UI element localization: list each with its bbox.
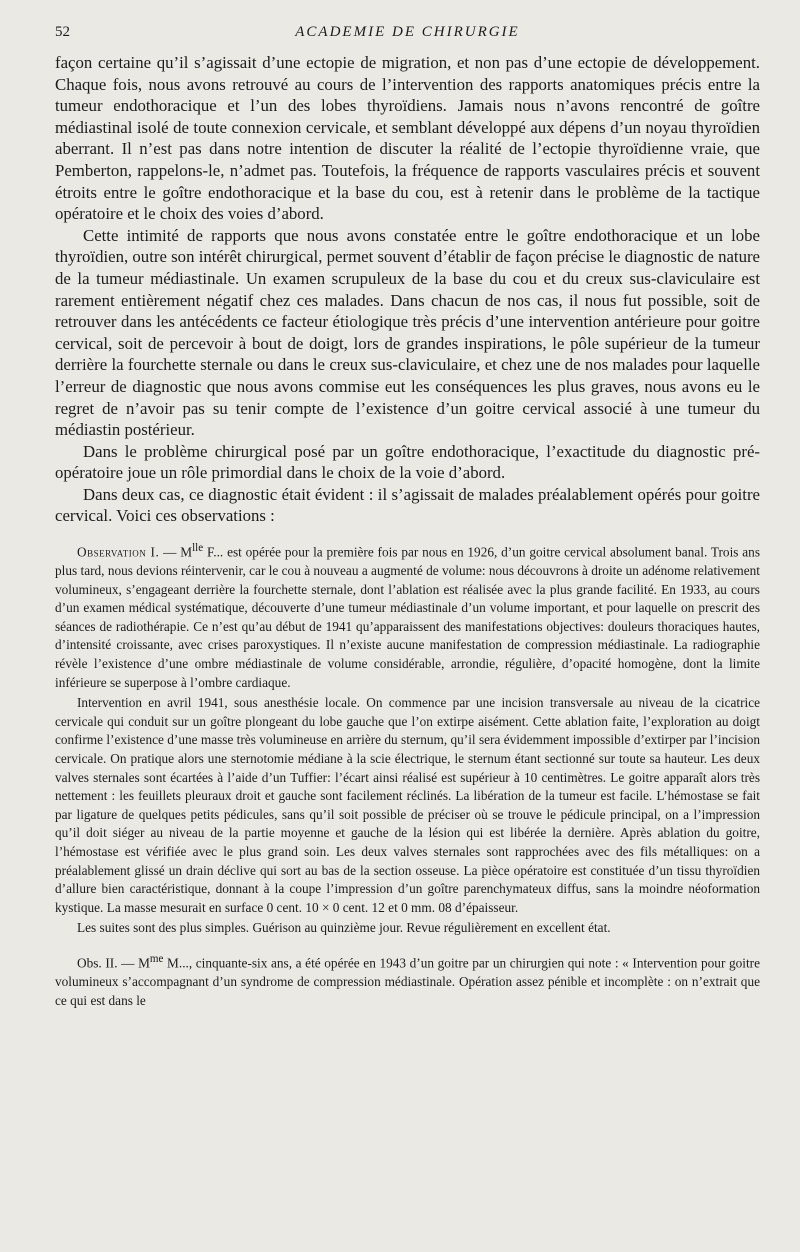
observation-dash: — (159, 544, 181, 560)
paragraph: façon certaine qu’il s’agissait d’une ectopie de migration, et non pas d’une ectopie de développement. Chaque fois, nous avons retrouvé au cours de l’intervention des rapports anatomiques précis entre la tumeur endothoracique et l’un des lobes thyroïdiens. Jamais nous n’avons rencontré de goître médiastinal isolé de toute connexion cervicale, et semblant développé aux dépens d’un noyau thyroïdien aberrant. Il n’est pas dans notre intention de discuter la réalité de l’ectopie thyroïdienne vraie, que Pemberton, rappelons-le, n’admet pas. Toutefois, la fréquence de rapports vasculaires précis et souvent étroits entre le goître endothoracique et la base du cou, est à retenir dans le problème de la tactique opératoire et le choix des voies d’abord. (55, 53, 760, 224)
observation-label: Obs. II. (77, 955, 118, 971)
running-title: ACADEMIE DE CHIRURGIE (295, 24, 520, 40)
observation-2 (55, 950, 760, 1010)
paragraph: Cette intimité de rapports que nous avons constatée entre le goître endothoracique et un lobe thyroïdien, outre son intérêt chirurgical, permet souvent d’établir de façon précise le diagnostic de nature de la tumeur médiastinale. Un examen scrupuleux de la base du cou et du creux sus-claviculaire est rarement entièrement négatif chez ces malades. Dans chacun de nos cas, il nous fut possible, soit de retrouver dans les antécédents ce facteur étiologique très précis d’une intervention antérieure pour goitre cervical, soit de percevoir à bout de doigt, lors de grandes inspirations, le pôle supérieur de la tumeur derrière la fourchette sternale ou dans le creux sus-claviculaire, et chez une de nos malades pour laquelle l’erreur de diagnostic que nous avons commise eut les conséquences les plus graves, nous avons eu le regret de n’avoir pas su tenir compte de l’existence d’un goitre cervical associé à une tumeur du médiastin postérieur. (55, 225, 760, 440)
page-number: 52 (55, 24, 70, 40)
body-text (55, 52, 760, 527)
page-header (55, 24, 760, 52)
paragraph: Dans deux cas, ce diagnostic était évident : il s’agissait de malades préalablement opérés pour goitre cervical. Voici ces observations : (55, 484, 760, 526)
patient-title: M (138, 955, 150, 971)
observation-1-paragraph (55, 539, 760, 692)
patient-title-superscript: lle (192, 542, 204, 555)
observation-1-outcome: Les suites sont des plus simples. Guérison au quinzième jour. Revue régulièrement en excellent état. (77, 920, 611, 936)
observation-label: Observation I. (77, 544, 160, 560)
observation-text: M..., cinquante-six ans, a été opérée en 1943 d’un goitre par un chirurgien qui note : « Intervention pour goitre volumineux s’accompagnant d’un syndrome de compression médiastinale. Opération assez pénible et incomplète : on n’extrait que ce qui est dans le (55, 955, 760, 1008)
observation-2-paragraph (55, 950, 760, 1010)
patient-title: M (180, 544, 193, 560)
observation-dash: — (117, 955, 139, 971)
patient-title-superscript: me (149, 952, 164, 965)
paragraph: Dans le problème chirurgical posé par un goître endothoracique, l’exactitude du diagnostic pré-opératoire joue un rôle primordial dans le choix de la voie d’abord. (55, 441, 760, 483)
observation-1 (55, 539, 760, 938)
observation-text: F... est opérée pour la première fois par nous en 1926, d’un goitre cervical absolument banal. Trois ans plus tard, nous devions réintervenir, car le cou à nouveau a augmenté de volume: nous découvrons à droite un adénome relativement volumineux, s’engageant derrière la fourchette sternale, dont l’ablation est réalisée avec la plus grande facilité. En 1933, au cours d’un examen médical systématique, découverte d’une tumeur médiastinale d’un volume important, et pour laquelle on prescrit des séances de radiothérapie. Ce n’est qu’au début de 1941 qu’apparaissent des manifestations objectives: douleurs thoraciques hautes, d’intensité croissante, avec crises paroxystiques. Il n’existe aucune manifestation de compression médiastinale. La radiographie révèle l’existence d’une ombre médiastinale de volume considérable, arrondie, régulière, d’opacité homogène, dont la limite inférieure se superpose à l’ombre cardiaque. (55, 544, 760, 690)
observation-1-intervention: Intervention en avril 1941, sous anesthésie locale. On commence par une incision transversale au niveau de la cicatrice cervicale qui conduit sur un goître plongeant du lobe gauche que l’on extirpe aisément. Cette ablation faite, l’exploration au doigt confirme l’existence d’une masse très volumineuse en arrière du sternum, qu’il sera évidemment impossible d’extirper par l’incision cervicale. On pratique alors une sternotomie médiane à la scie électrique, le sternum étant sectionné sur toute sa hauteur. Les deux valves sternales sont écartées à l’aide d’un Tuffier: l’écart ainsi réalisé est supérieur à 10 centimètres. Le goitre apparaît alors très nettement : les feuillets pleuraux droit et gauche sont facilement réclinés. La libération de la tumeur est facile. L’hémostase se fait par ligature de quelques petits pédicules, sans qu’il soit possible de préciser où se trouve le pédicule principal, on a l’impression qu’il doit siéger au niveau de la partie moyenne et gauche de la lésion qui est libérée la dernière. Après ablation du goitre, l’hémostase est vérifiée avec le plus grand soin. Les deux valves sternales sont rapprochées avec des fils métalliques: on a préalablement glissé un drain déclive qui sort au bas de la section osseuse. La pièce opératoire est constituée d’un tissu thyroïdien d’allure bien caractéristique, donnant à la coupe l’impression d’un goître parenchymateux diffus, sans la moindre néoformation kystique. La masse mesurait en surface 0 cent. 10 × 0 cent. 12 et 0 mm. 08 d’épaisseur. (55, 695, 760, 915)
